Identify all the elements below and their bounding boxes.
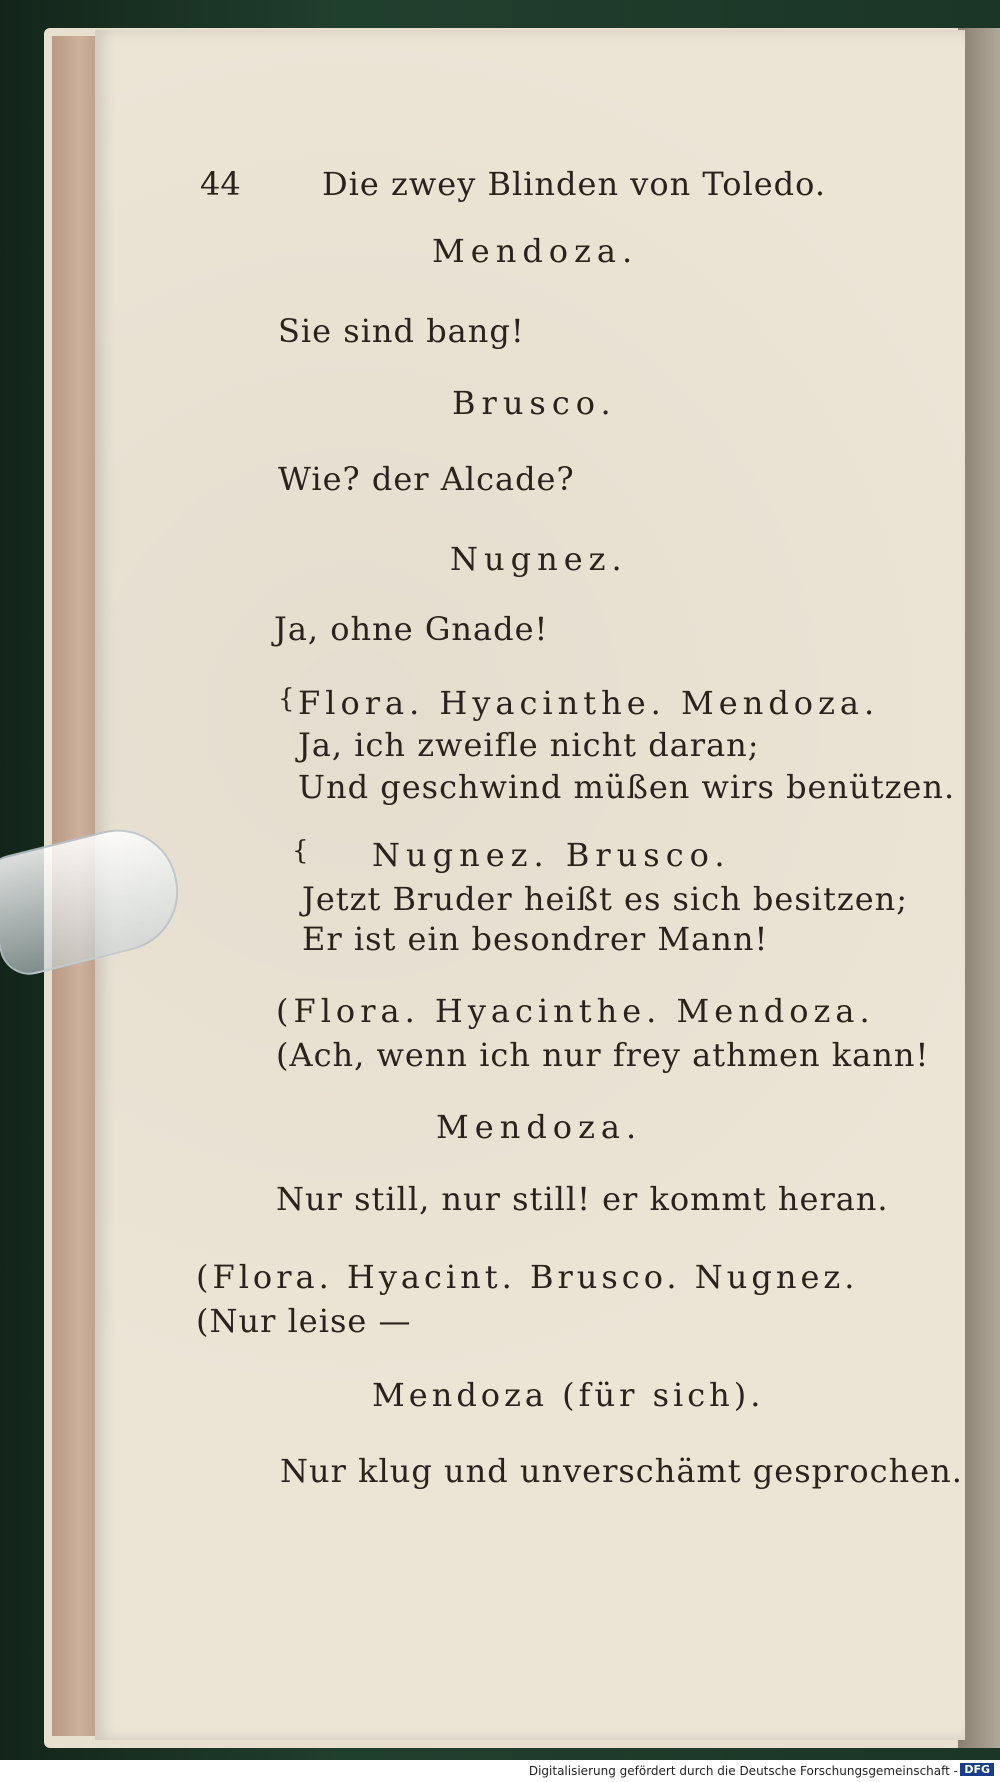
speaker-heading: Mendoza.	[436, 1108, 643, 1146]
speaker-heading: Brusco.	[452, 384, 617, 422]
speaker-heading: Nugnez.	[450, 540, 628, 578]
verse-line: Sie sind bang!	[278, 312, 525, 350]
verse-line: Nur klug und unverschämt gesprochen.	[280, 1452, 963, 1490]
verse-line: Nur still, nur still! er kommt heran.	[276, 1180, 889, 1218]
verse-line: Ja, ich zweifle nicht daran;	[298, 726, 760, 764]
verse-line: Jetzt Bruder heißt es sich besitzen;	[302, 880, 909, 918]
speaker-heading: Nugnez. Brusco.	[372, 836, 731, 874]
page-number: 44	[200, 165, 241, 203]
digitization-footer	[0, 1760, 1000, 1782]
verse-line: Und geschwind müßen wirs benützen.	[298, 768, 956, 806]
verse-line: Ja, ohne Gnade!	[274, 610, 549, 648]
speaker-heading: Mendoza.	[432, 232, 639, 270]
footer-credit: Digitalisierung gefördert durch die Deutsche Forschungsgemeinschaft -	[528, 1764, 958, 1778]
verse-line: (Nur leise —	[196, 1302, 412, 1340]
speaker-heading: (Flora. Hyacinthe. Mendoza.	[276, 992, 875, 1030]
speaker-heading: (Flora. Hyacint. Brusco. Nugnez.	[196, 1258, 859, 1296]
dfg-logo: DFG	[960, 1763, 994, 1776]
speaker-heading: Flora. Hyacinthe. Mendoza.	[298, 684, 880, 722]
running-title: Die zwey Blinden von Toledo.	[322, 165, 827, 203]
bracket-mark: {	[278, 684, 295, 714]
verse-line: Wie? der Alcade?	[278, 460, 575, 498]
verse-line: Er ist ein besondrer Mann!	[302, 920, 769, 958]
bracket-mark: {	[292, 836, 309, 866]
speaker-heading: Mendoza (für sich).	[372, 1376, 765, 1414]
verse-line: (Ach, wenn ich nur frey athmen kann!	[276, 1036, 930, 1074]
